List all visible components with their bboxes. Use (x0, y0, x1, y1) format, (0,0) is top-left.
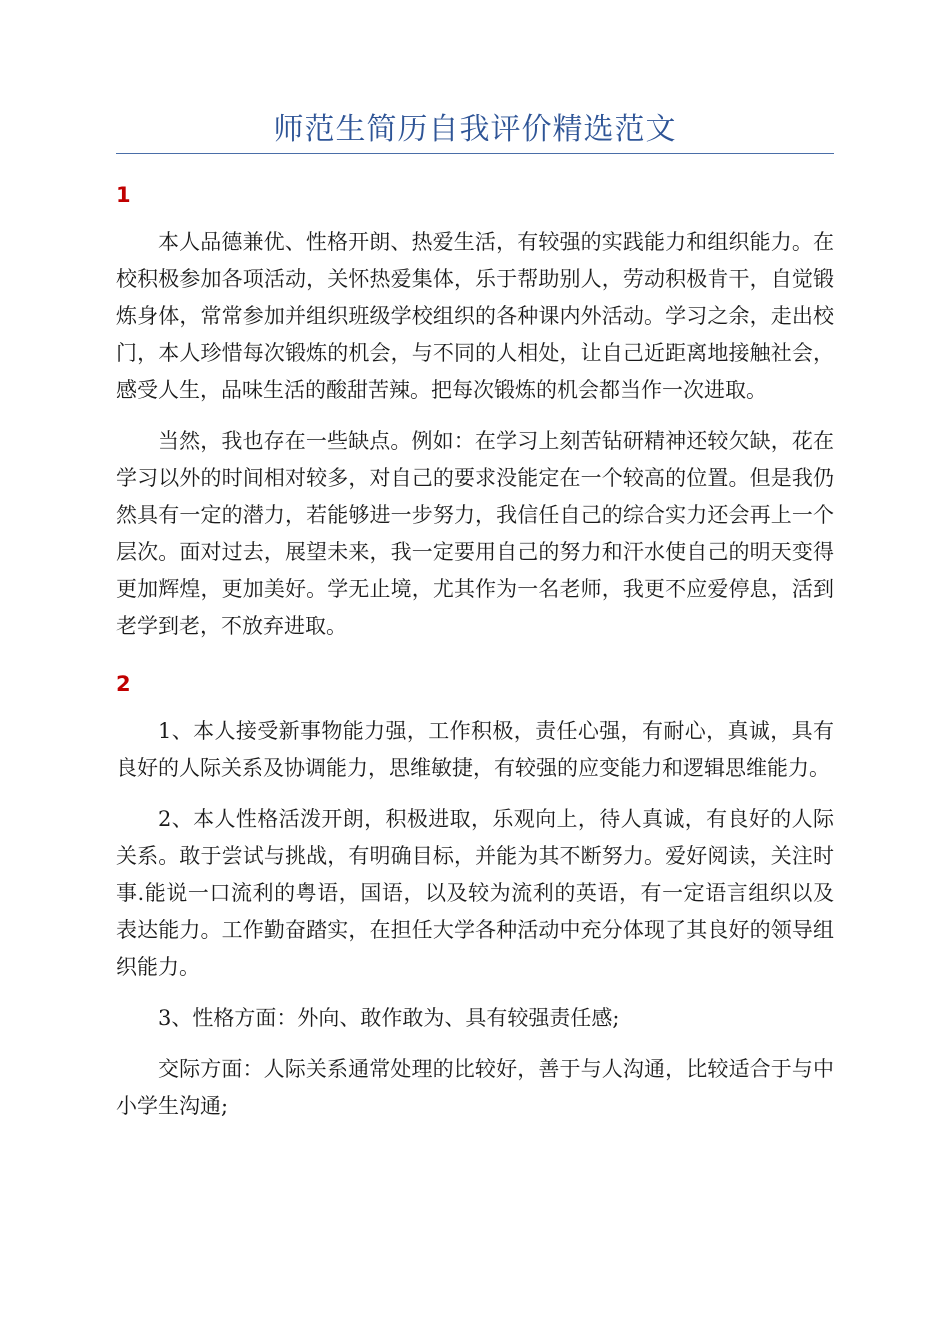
paragraph: 1、本人接受新事物能力强，工作积极，责任心强，有耐心，真诚，具有良好的人际关系及协调能力，思维敏捷，有较强的应变能力和逻辑思维能力。 (116, 719, 834, 780)
title-underline (116, 153, 834, 154)
section-2 (116, 667, 834, 1125)
paragraph: 本人品德兼优、性格开朗、热爱生活，有较强的实践能力和组织能力。在校积极参加各项活动，关怀热爱集体，乐于帮助别人，劳动积极肯干，自觉锻炼身体，常常参加并组织班级学校组织的各种课内外活动。学习之余，走出校门，本人珍惜每次锻炼的机会，与不同的人相处，让自己近距离地接触社会，感受人生，品味生活的酸甜苦辣。把每次锻炼的机会都当作一次进取。 (116, 230, 834, 402)
section-number: 1 (116, 183, 131, 207)
document-title: 师范生简历自我评价精选范文 (273, 112, 677, 147)
document-body (116, 178, 834, 1139)
paragraph: 交际方面：人际关系通常处理的比较好，善于与人沟通，比较适合于与中小学生沟通; (116, 1057, 834, 1118)
section-spacer (116, 659, 834, 667)
section-number: 2 (116, 672, 131, 696)
section-1 (116, 178, 834, 645)
paragraph: 当然，我也存在一些缺点。例如：在学习上刻苦钻研精神还较欠缺，花在学习以外的时间相对较多，对自己的要求没能定在一个较高的位置。但是我仍然具有一定的潜力，若能够进一步努力，我信任自己的综合实力还会再上一个层次。面对过去，展望未来，我一定要用自己的努力和汗水使自己的明天变得更加辉煌，更加美好。学无止境，尤其作为一名老师，我更不应爱停息，活到老学到老，不放弃进取。 (116, 429, 834, 638)
paragraph: 2、本人性格活泼开朗，积极进取，乐观向上，待人真诚，有良好的人际关系。敢于尝试与挑战，有明确目标，并能为其不断努力。爱好阅读，关注时事.能说一口流利的粤语，国语，以及较为流利的英语，有一定语言组织以及表达能力。工作勤奋踏实，在担任大学各种活动中充分体现了其良好的领导组织能力。 (116, 807, 834, 979)
paragraph: 3、性格方面：外向、敢作敢为、具有较强责任感; (158, 1006, 620, 1030)
